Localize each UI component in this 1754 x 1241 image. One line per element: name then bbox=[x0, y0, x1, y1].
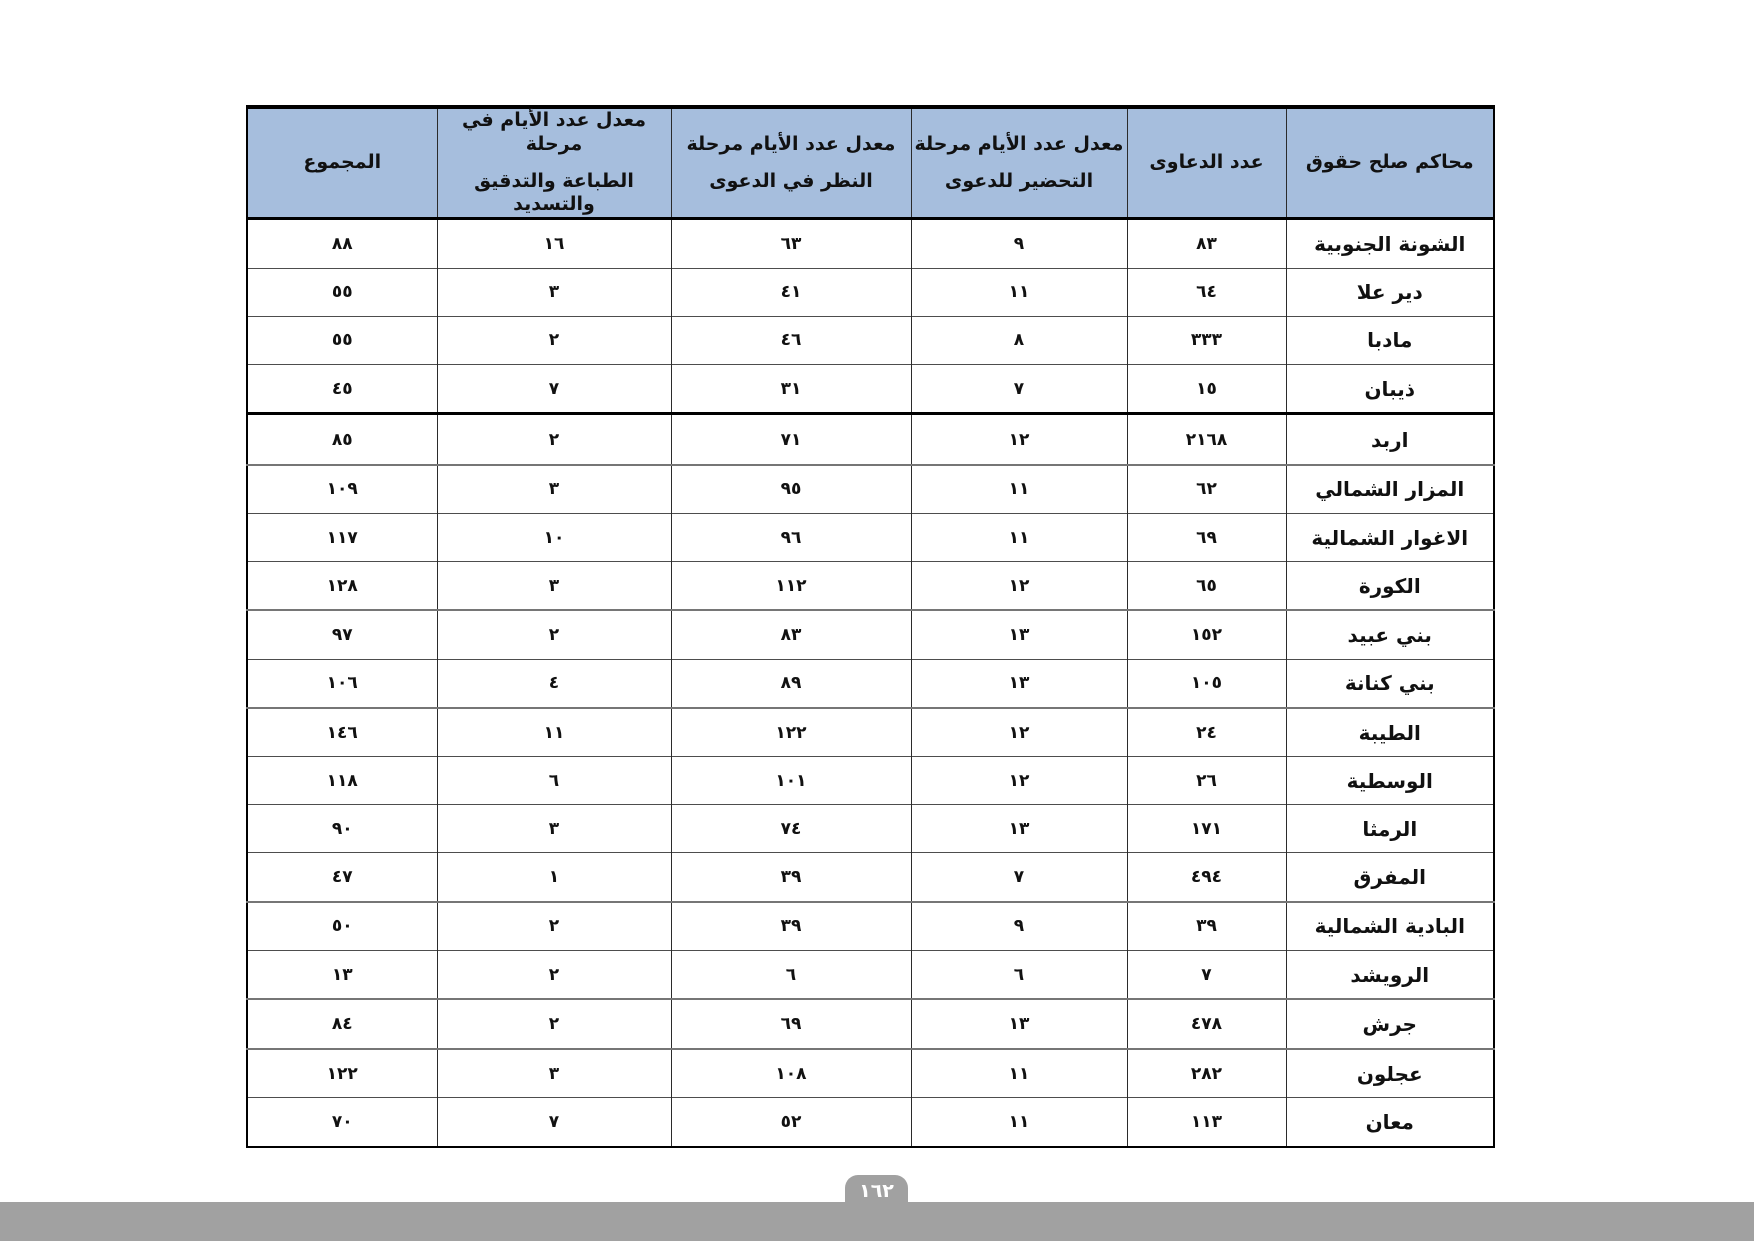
court-name-cell: الكورة bbox=[1286, 561, 1494, 610]
total-days-cell: ١٠٩ bbox=[247, 465, 437, 514]
prep-days-cell: ١٢ bbox=[911, 414, 1127, 465]
total-days-cell: ٤٥ bbox=[247, 364, 437, 414]
cases-count-cell: ١٧١ bbox=[1127, 805, 1286, 853]
total-days-cell: ٨٥ bbox=[247, 414, 437, 465]
prep-days-cell: ١٣ bbox=[911, 610, 1127, 659]
table-row bbox=[247, 219, 1494, 269]
total-days-cell: ٩٧ bbox=[247, 610, 437, 659]
cases-count-cell: ٤٧٨ bbox=[1127, 999, 1286, 1049]
header-printing-line1: معدل عدد الأيام في مرحلة bbox=[461, 109, 647, 155]
hearing-days-cell: ٩٦ bbox=[671, 514, 911, 562]
prep-days-cell: ١١ bbox=[911, 465, 1127, 514]
hearing-days-cell: ٤١ bbox=[671, 268, 911, 316]
printing-days-cell: ٣ bbox=[437, 805, 671, 853]
printing-days-cell: ٢ bbox=[437, 999, 671, 1049]
court-name-cell: ذيبان bbox=[1286, 364, 1494, 414]
cases-count-cell: ٢١٦٨ bbox=[1127, 414, 1286, 465]
court-name-cell: عجلون bbox=[1286, 1049, 1494, 1098]
header-total bbox=[247, 107, 437, 219]
cases-count-cell: ١٥ bbox=[1127, 364, 1286, 414]
prep-days-cell: ١٢ bbox=[911, 708, 1127, 757]
printing-days-cell: ٢ bbox=[437, 902, 671, 951]
cases-count-cell: ١٠٥ bbox=[1127, 659, 1286, 708]
footer-bar bbox=[0, 1202, 1754, 1241]
prep-days-cell: ١٣ bbox=[911, 999, 1127, 1049]
printing-days-cell: ٢ bbox=[437, 950, 671, 999]
header-prep-days bbox=[911, 107, 1127, 219]
cases-count-cell: ٦٩ bbox=[1127, 514, 1286, 562]
hearing-days-cell: ٣١ bbox=[671, 364, 911, 414]
court-name-cell: الطيبة bbox=[1286, 708, 1494, 757]
table-row bbox=[247, 999, 1494, 1049]
printing-days-cell: ٣ bbox=[437, 561, 671, 610]
court-name-cell: الاغوار الشمالية bbox=[1286, 514, 1494, 562]
court-name-cell: بني عبيد bbox=[1286, 610, 1494, 659]
cases-count-cell: ٣٩ bbox=[1127, 902, 1286, 951]
courts-statistics-table bbox=[246, 105, 1495, 1148]
hearing-days-cell: ٥٢ bbox=[671, 1098, 911, 1147]
table-row bbox=[247, 902, 1494, 951]
cases-count-cell: ١٥٢ bbox=[1127, 610, 1286, 659]
prep-days-cell: ١٣ bbox=[911, 805, 1127, 853]
printing-days-cell: ١٦ bbox=[437, 219, 671, 269]
court-name-cell: جرش bbox=[1286, 999, 1494, 1049]
prep-days-cell: ٩ bbox=[911, 902, 1127, 951]
cases-count-cell: ٢٨٢ bbox=[1127, 1049, 1286, 1098]
table-row bbox=[247, 805, 1494, 853]
printing-days-cell: ٦ bbox=[437, 757, 671, 805]
table-row bbox=[247, 708, 1494, 757]
table-row bbox=[247, 414, 1494, 465]
court-name-cell: المفرق bbox=[1286, 853, 1494, 902]
prep-days-cell: ٦ bbox=[911, 950, 1127, 999]
cases-count-cell: ٣٣٣ bbox=[1127, 316, 1286, 364]
prep-days-cell: ١٣ bbox=[911, 659, 1127, 708]
total-days-cell: ١٣ bbox=[247, 950, 437, 999]
cases-count-cell: ٢٦ bbox=[1127, 757, 1286, 805]
printing-days-cell: ٤ bbox=[437, 659, 671, 708]
court-name-cell: الوسطية bbox=[1286, 757, 1494, 805]
header-hearing-line1: معدل عدد الأيام مرحلة bbox=[686, 132, 896, 155]
printing-days-cell: ٣ bbox=[437, 1049, 671, 1098]
header-printing-line2: الطباعة والتدقيق والتسديد bbox=[474, 169, 634, 216]
header-prep-line1: معدل عدد الأيام مرحلة bbox=[914, 132, 1124, 155]
court-name-cell: مادبا bbox=[1286, 316, 1494, 364]
prep-days-cell: ١١ bbox=[911, 514, 1127, 562]
prep-days-cell: ١١ bbox=[911, 268, 1127, 316]
prep-days-cell: ٧ bbox=[911, 853, 1127, 902]
header-total-label: المجموع bbox=[303, 151, 382, 174]
printing-days-cell: ٢ bbox=[437, 610, 671, 659]
hearing-days-cell: ٣٩ bbox=[671, 902, 911, 951]
header-hearing-line2: النظر في الدعوى bbox=[709, 169, 873, 192]
hearing-days-cell: ٨٩ bbox=[671, 659, 911, 708]
hearing-days-cell: ٣٩ bbox=[671, 853, 911, 902]
table-row bbox=[247, 561, 1494, 610]
header-courts bbox=[1286, 107, 1494, 219]
header-cases-label: عدد الدعاوى bbox=[1149, 151, 1264, 174]
cases-count-cell: ٦٥ bbox=[1127, 561, 1286, 610]
court-name-cell: اربد bbox=[1286, 414, 1494, 465]
total-days-cell: ٤٧ bbox=[247, 853, 437, 902]
hearing-days-cell: ٧١ bbox=[671, 414, 911, 465]
total-days-cell: ٨٤ bbox=[247, 999, 437, 1049]
printing-days-cell: ١١ bbox=[437, 708, 671, 757]
hearing-days-cell: ١١٢ bbox=[671, 561, 911, 610]
prep-days-cell: ١٢ bbox=[911, 757, 1127, 805]
table-body bbox=[247, 219, 1494, 1148]
total-days-cell: ١٠٦ bbox=[247, 659, 437, 708]
hearing-days-cell: ٩٥ bbox=[671, 465, 911, 514]
table-row bbox=[247, 465, 1494, 514]
court-name-cell: الرمثا bbox=[1286, 805, 1494, 853]
header-courts-label: محاكم صلح حقوق bbox=[1305, 151, 1474, 174]
total-days-cell: ٥٠ bbox=[247, 902, 437, 951]
printing-days-cell: ١٠ bbox=[437, 514, 671, 562]
header-hearing-days bbox=[671, 107, 911, 219]
total-days-cell: ١٢٨ bbox=[247, 561, 437, 610]
hearing-days-cell: ١٢٢ bbox=[671, 708, 911, 757]
total-days-cell: ١٢٢ bbox=[247, 1049, 437, 1098]
hearing-days-cell: ٦ bbox=[671, 950, 911, 999]
total-days-cell: ٨٨ bbox=[247, 219, 437, 269]
court-name-cell: بني كنانة bbox=[1286, 659, 1494, 708]
court-name-cell: دير علا bbox=[1286, 268, 1494, 316]
court-name-cell: معان bbox=[1286, 1098, 1494, 1147]
cases-count-cell: ٢٤ bbox=[1127, 708, 1286, 757]
hearing-days-cell: ١٠١ bbox=[671, 757, 911, 805]
hearing-days-cell: ١٠٨ bbox=[671, 1049, 911, 1098]
printing-days-cell: ٢ bbox=[437, 316, 671, 364]
table-row bbox=[247, 514, 1494, 562]
hearing-days-cell: ٤٦ bbox=[671, 316, 911, 364]
total-days-cell: ١١٨ bbox=[247, 757, 437, 805]
total-days-cell: ٧٠ bbox=[247, 1098, 437, 1147]
cases-count-cell: ١١٣ bbox=[1127, 1098, 1286, 1147]
table-row bbox=[247, 1049, 1494, 1098]
total-days-cell: ١٤٦ bbox=[247, 708, 437, 757]
court-name-cell: الرويشد bbox=[1286, 950, 1494, 999]
prep-days-cell: ١١ bbox=[911, 1098, 1127, 1147]
table-row bbox=[247, 610, 1494, 659]
table-row bbox=[247, 659, 1494, 708]
table-row bbox=[247, 1098, 1494, 1147]
table-row bbox=[247, 268, 1494, 316]
printing-days-cell: ٧ bbox=[437, 1098, 671, 1147]
hearing-days-cell: ٨٣ bbox=[671, 610, 911, 659]
prep-days-cell: ٩ bbox=[911, 219, 1127, 269]
courts-statistics-table-wrap bbox=[248, 105, 1495, 1148]
printing-days-cell: ٣ bbox=[437, 268, 671, 316]
total-days-cell: ٩٠ bbox=[247, 805, 437, 853]
table-row bbox=[247, 757, 1494, 805]
court-name-cell: المزار الشمالي bbox=[1286, 465, 1494, 514]
total-days-cell: ٥٥ bbox=[247, 268, 437, 316]
court-name-cell: البادية الشمالية bbox=[1286, 902, 1494, 951]
table-row bbox=[247, 853, 1494, 902]
page-number: ١٦٢ bbox=[859, 1180, 894, 1202]
table-row bbox=[247, 316, 1494, 364]
court-name-cell: الشونة الجنوبية bbox=[1286, 219, 1494, 269]
printing-days-cell: ٧ bbox=[437, 364, 671, 414]
cases-count-cell: ٤٩٤ bbox=[1127, 853, 1286, 902]
total-days-cell: ٥٥ bbox=[247, 316, 437, 364]
printing-days-cell: ٢ bbox=[437, 414, 671, 465]
table-row bbox=[247, 950, 1494, 999]
cases-count-cell: ٦٢ bbox=[1127, 465, 1286, 514]
printing-days-cell: ١ bbox=[437, 853, 671, 902]
cases-count-cell: ٨٣ bbox=[1127, 219, 1286, 269]
total-days-cell: ١١٧ bbox=[247, 514, 437, 562]
prep-days-cell: ٧ bbox=[911, 364, 1127, 414]
header-printing-days bbox=[437, 107, 671, 219]
prep-days-cell: ١١ bbox=[911, 1049, 1127, 1098]
prep-days-cell: ١٢ bbox=[911, 561, 1127, 610]
hearing-days-cell: ٦٩ bbox=[671, 999, 911, 1049]
hearing-days-cell: ٧٤ bbox=[671, 805, 911, 853]
prep-days-cell: ٨ bbox=[911, 316, 1127, 364]
table-row bbox=[247, 364, 1494, 414]
printing-days-cell: ٣ bbox=[437, 465, 671, 514]
header-cases-count bbox=[1127, 107, 1286, 219]
hearing-days-cell: ٦٣ bbox=[671, 219, 911, 269]
cases-count-cell: ٧ bbox=[1127, 950, 1286, 999]
cases-count-cell: ٦٤ bbox=[1127, 268, 1286, 316]
table-header-row bbox=[247, 107, 1494, 219]
header-prep-line2: التحضير للدعوى bbox=[944, 169, 1094, 192]
